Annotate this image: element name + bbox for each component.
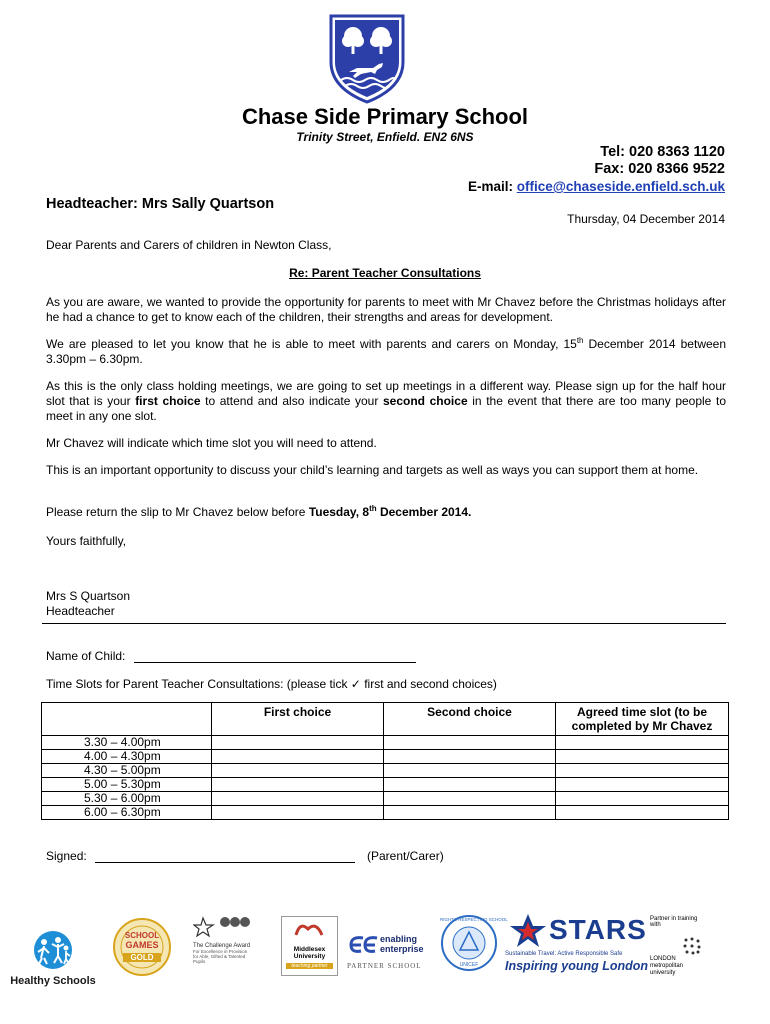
school-address: Trinity Street, Enfield. EN2 6NS (296, 130, 474, 144)
signatory-block (46, 589, 130, 619)
first-choice-cell[interactable] (212, 764, 384, 778)
rights-respecting-logo (440, 914, 508, 974)
stars-tagline: Inspiring young London (505, 959, 649, 973)
signatory-role: Headteacher (46, 604, 115, 618)
table-row (42, 806, 729, 820)
london-met-logo (650, 916, 720, 982)
school-crest-icon (327, 14, 407, 104)
paragraph-6: Please return the slip to Mr Chavez below before Tuesday, 8th December 2014. (46, 504, 472, 519)
slip-instructions: Time Slots for Parent Teacher Consultations: (please tick ✓ first and second choices) (46, 677, 497, 691)
stars-text: STARS (549, 914, 647, 945)
second-choice-cell[interactable] (384, 806, 556, 820)
column-header (42, 703, 212, 736)
closing: Yours faithfully, (46, 534, 127, 548)
stars-subtext: Sustainable Travel: Active Responsible Safe (505, 951, 623, 957)
footer-logos (0, 900, 770, 1020)
subject-line: Re: Parent Teacher Consultations (289, 266, 481, 280)
middlesex-text-1: Middlesex (293, 946, 326, 953)
school-name: Chase Side Primary School (241, 104, 529, 129)
table-row (42, 778, 729, 792)
greeting: Dear Parents and Carers of children in Newton Class, (46, 238, 332, 252)
letter-date: Thursday, 04 December 2014 (567, 212, 725, 226)
agreed-slot-cell (556, 764, 729, 778)
challenge-award-icon (193, 916, 253, 938)
stars-logo (505, 912, 649, 982)
first-choice-cell[interactable] (212, 778, 384, 792)
table-row (42, 792, 729, 806)
column-header-agreed-slot: Agreed time slot (to be completed by Mr Chavez (556, 703, 729, 736)
ee-text-1: enabling (380, 934, 418, 944)
ee-text-2: enterprise (380, 944, 424, 954)
table-row (42, 764, 729, 778)
second-choice-cell[interactable] (384, 750, 556, 764)
agreed-slot-cell (556, 736, 729, 750)
slot-label: 5.00 – 5.30pm (42, 778, 212, 792)
middlesex-logo (281, 916, 338, 976)
agreed-slot-cell (556, 778, 729, 792)
stars-star-icon (509, 912, 547, 950)
rights-text-2: UNICEF (459, 962, 479, 968)
email-label: E-mail: (467, 179, 513, 194)
parent-carer-label: (Parent/Carer) (367, 849, 444, 863)
first-choice-cell[interactable] (212, 806, 384, 820)
challenge-award-subtext: For Excellence in Provision for Able, Gifted & Talented Pupils (193, 949, 248, 964)
email-link[interactable]: office@chaseside.enfield.sch.uk (516, 179, 725, 194)
slot-label: 5.30 – 6.00pm (42, 792, 212, 806)
slot-label: 4.00 – 4.30pm (42, 750, 212, 764)
column-header-first-choice: First choice (212, 703, 384, 736)
child-name-label: Name of Child: (46, 649, 126, 663)
healthy-schools-text: Healthy Schools (10, 975, 96, 987)
headteacher-title: Headteacher: Mrs Sally Quartson (46, 196, 275, 212)
paragraph-4: Mr Chavez will indicate which time slot you will need to attend. (46, 436, 377, 450)
table-header-row (42, 703, 729, 736)
school-games-text-1: SCHOOL (124, 931, 160, 940)
paragraph-2: We are pleased to let you know that he is able to meet with parents and carers on Monday, 15th December 2014 between 3.30pm – 6.30pm. (46, 336, 727, 366)
rights-text-1: RIGHTS RESPECTING SCHOOL (440, 917, 508, 922)
first-choice-cell[interactable] (212, 792, 384, 806)
lm-text-1: Partner in training (650, 916, 698, 922)
agreed-slot-cell (556, 792, 729, 806)
fax: Fax: 020 8366 9522 (594, 161, 725, 177)
telephone: Tel: 020 8363 1120 (600, 144, 725, 160)
school-games-logo (113, 916, 171, 978)
middlesex-text-2: University (293, 953, 326, 960)
school-games-text-3: GOLD (123, 953, 161, 962)
second-choice-cell[interactable] (384, 792, 556, 806)
second-choice-cell[interactable] (384, 764, 556, 778)
time-slot-table (41, 702, 729, 820)
tear-off-rule (42, 623, 726, 624)
lm-dots-icon (682, 936, 702, 956)
first-choice-cell[interactable] (212, 736, 384, 750)
table-row (42, 736, 729, 750)
lm-text-2: with (650, 922, 661, 928)
signed-label: Signed: (46, 849, 87, 863)
first-choice-cell[interactable] (212, 750, 384, 764)
email-line (468, 179, 725, 194)
paragraph-3: As this is the only class holding meetings, we are going to set up meetings in a different way. Please sign up for the half hour slot that is your first choice to attend and also indicate your second choice in the event that there are too many people to meet in any one slot. (46, 379, 726, 423)
slot-label: 3.30 – 4.00pm (42, 736, 212, 750)
enabling-enterprise-icon (347, 932, 379, 956)
partner-school-text: PARTNER SCHOOL (347, 962, 422, 970)
healthy-schools-icon (8, 928, 98, 970)
signature-field[interactable] (95, 862, 355, 863)
lm-text-3: LONDON (650, 956, 676, 962)
lm-text-4: metropolitan (650, 963, 684, 969)
paragraph-1: As you are aware, we wanted to provide the opportunity for parents to meet with Mr Chavez before the Christmas holidays after he had a chance to get to know each of the children, their strengths and areas for development. (46, 295, 726, 324)
table-row (42, 750, 729, 764)
middlesex-text-3: teaching partner (286, 963, 333, 969)
second-choice-cell[interactable] (384, 778, 556, 792)
paragraph-5: This is an important opportunity to discuss your child’s learning and targets as well as ways you can support them at home. (46, 463, 699, 477)
signatory-name: Mrs S Quartson (46, 589, 131, 603)
middlesex-icon (282, 917, 337, 941)
agreed-slot-cell (556, 750, 729, 764)
child-name-field[interactable] (134, 662, 416, 663)
second-choice-cell[interactable] (384, 736, 556, 750)
challenge-award-logo (193, 916, 253, 976)
school-games-text-2: GAMES (125, 940, 159, 950)
lm-text-5: university (650, 970, 676, 976)
challenge-award-text: The Challenge Award (193, 943, 251, 949)
enabling-enterprise-logo (347, 932, 427, 982)
column-header-second-choice: Second choice (384, 703, 556, 736)
healthy-schools-logo (8, 928, 98, 988)
slot-label: 4.30 – 5.00pm (42, 764, 212, 778)
agreed-slot-cell (556, 806, 729, 820)
slot-label: 6.00 – 6.30pm (42, 806, 212, 820)
